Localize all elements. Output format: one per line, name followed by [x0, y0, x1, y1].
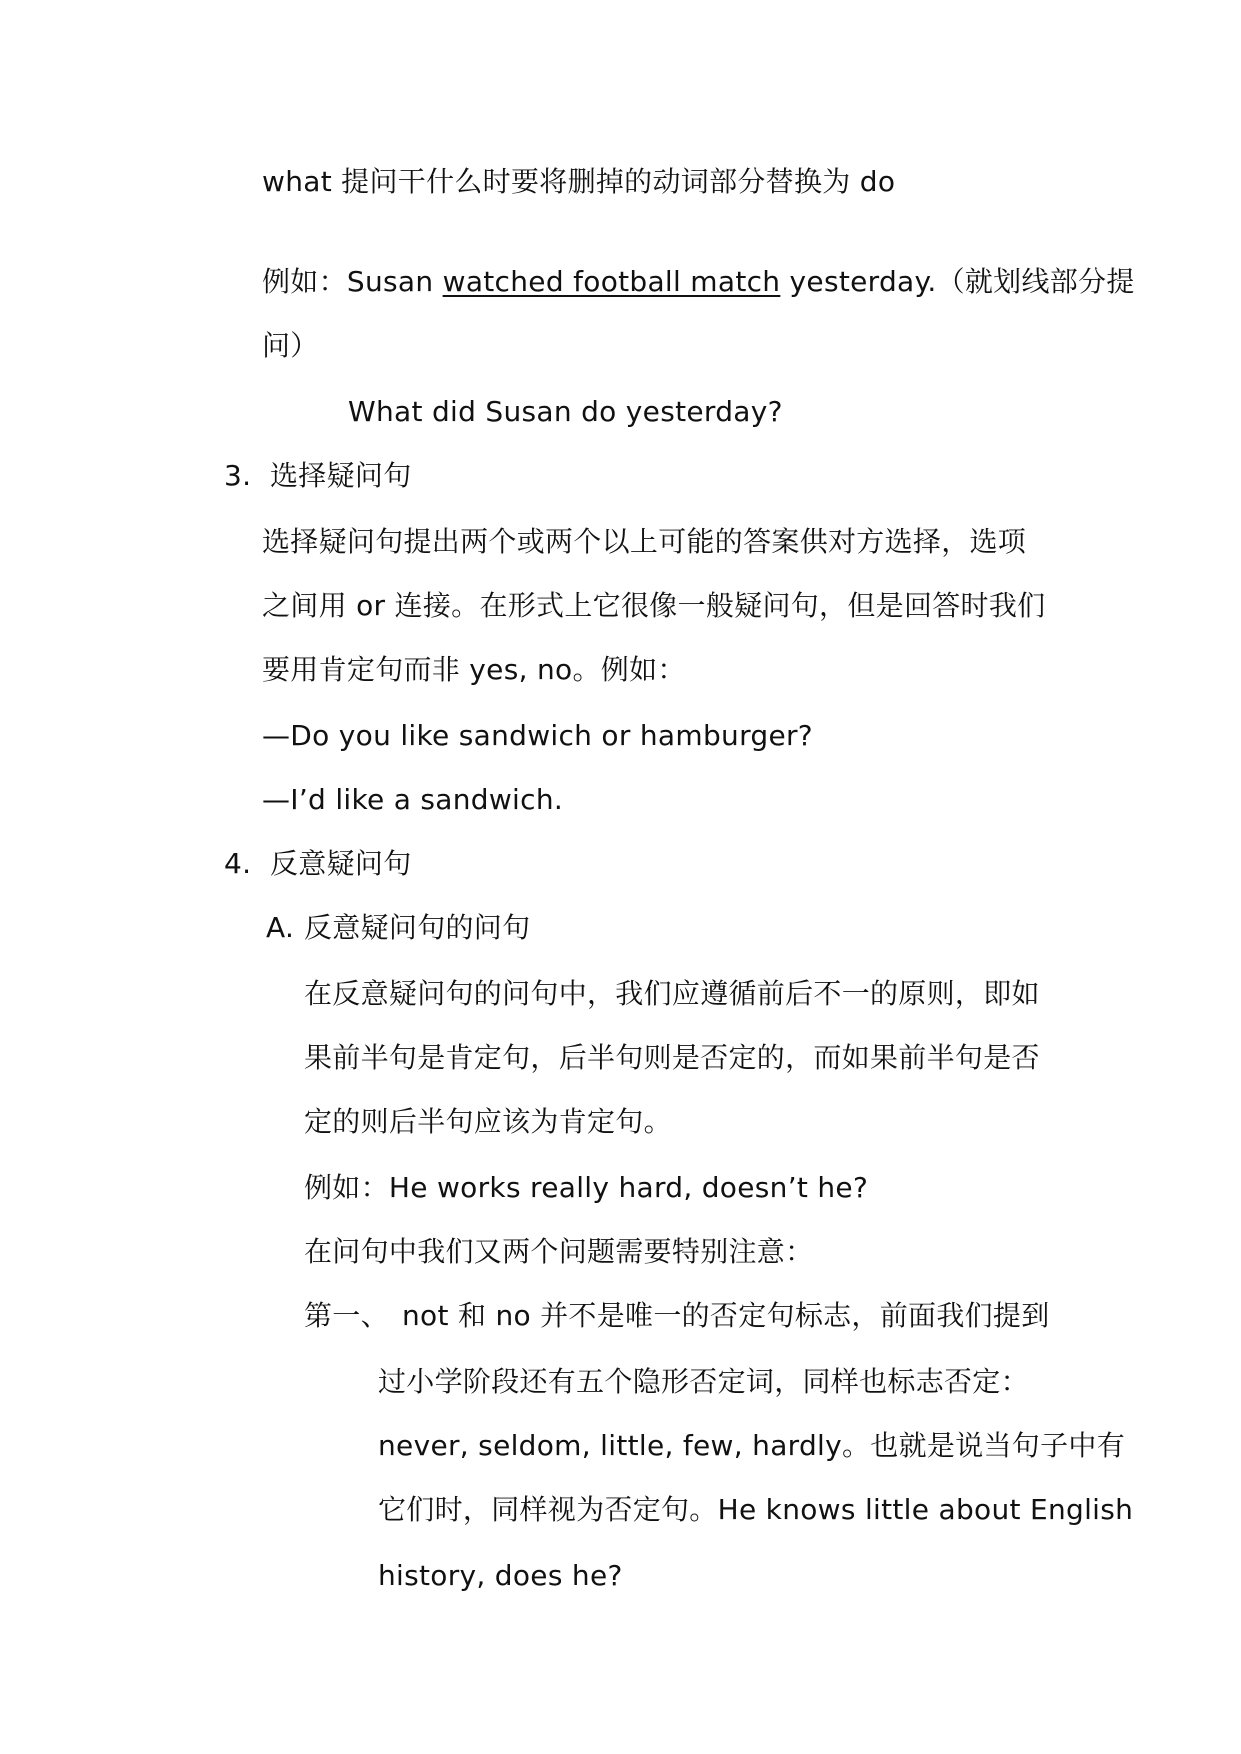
example-prefix: 例如：Susan — [262, 265, 443, 298]
section-heading — [224, 456, 412, 496]
text-line: 在反意疑问句的问句中，我们应遵循前后不一的原则，即如 — [304, 977, 1040, 1010]
section-heading — [224, 844, 412, 884]
subsection-heading — [266, 908, 530, 948]
text-line: 它们时，同样视为否定句。He knows little about English — [378, 1493, 1134, 1526]
dialogue-line: —Do you like sandwich or hamburger? — [262, 719, 813, 752]
section-title: 反意疑问句 — [270, 847, 412, 880]
underlined-phrase: watched football match — [442, 265, 781, 298]
text-line: 定的则后半句应该为肯定句。 — [304, 1105, 672, 1138]
section-title: 选择疑问句 — [270, 459, 412, 492]
text-line: 在问句中我们又两个问题需要特别注意： — [304, 1235, 814, 1268]
text-line: 要用肯定句而非 yes, no。例如： — [262, 653, 686, 686]
example-suffix: yesterday.（就划线部分提 — [780, 265, 1135, 298]
text-line: 之间用 or 连接。在形式上它很像一般疑问句，但是回答时我们 — [262, 589, 1046, 622]
section-number: 4. — [224, 847, 252, 880]
text-line: 过小学阶段还有五个隐形否定词，同样也标志否定： — [378, 1365, 1029, 1398]
list-item-first — [304, 1296, 1050, 1336]
example-line: 例如：He works really hard, doesn’t he? — [304, 1171, 869, 1204]
text-line: 果前半句是肯定句，后半句则是否定的，而如果前半句是否 — [304, 1041, 1040, 1074]
text-line: history, does he? — [378, 1559, 623, 1592]
example-line — [262, 262, 1135, 302]
subsection-title: 反意疑问句的问句 — [304, 911, 531, 944]
dialogue-line: —I’d like a sandwich. — [262, 783, 564, 816]
ordinal-label: 第一、 — [304, 1299, 389, 1332]
text-line: 选择疑问句提出两个或两个以上可能的答案供对方选择，选项 — [262, 525, 1027, 558]
text-line: never, seldom, little, few, hardly。也就是说当句子中有 — [378, 1429, 1126, 1462]
text-line: 问） — [262, 329, 319, 362]
subsection-label: A. — [266, 911, 295, 944]
answer-line: What did Susan do yesterday? — [348, 395, 783, 428]
text-line: what 提问干什么时要将删掉的动词部分替换为 do — [262, 165, 896, 198]
section-number: 3. — [224, 459, 252, 492]
list-item-text: not 和 no 并不是唯一的否定句标志，前面我们提到 — [402, 1299, 1050, 1332]
